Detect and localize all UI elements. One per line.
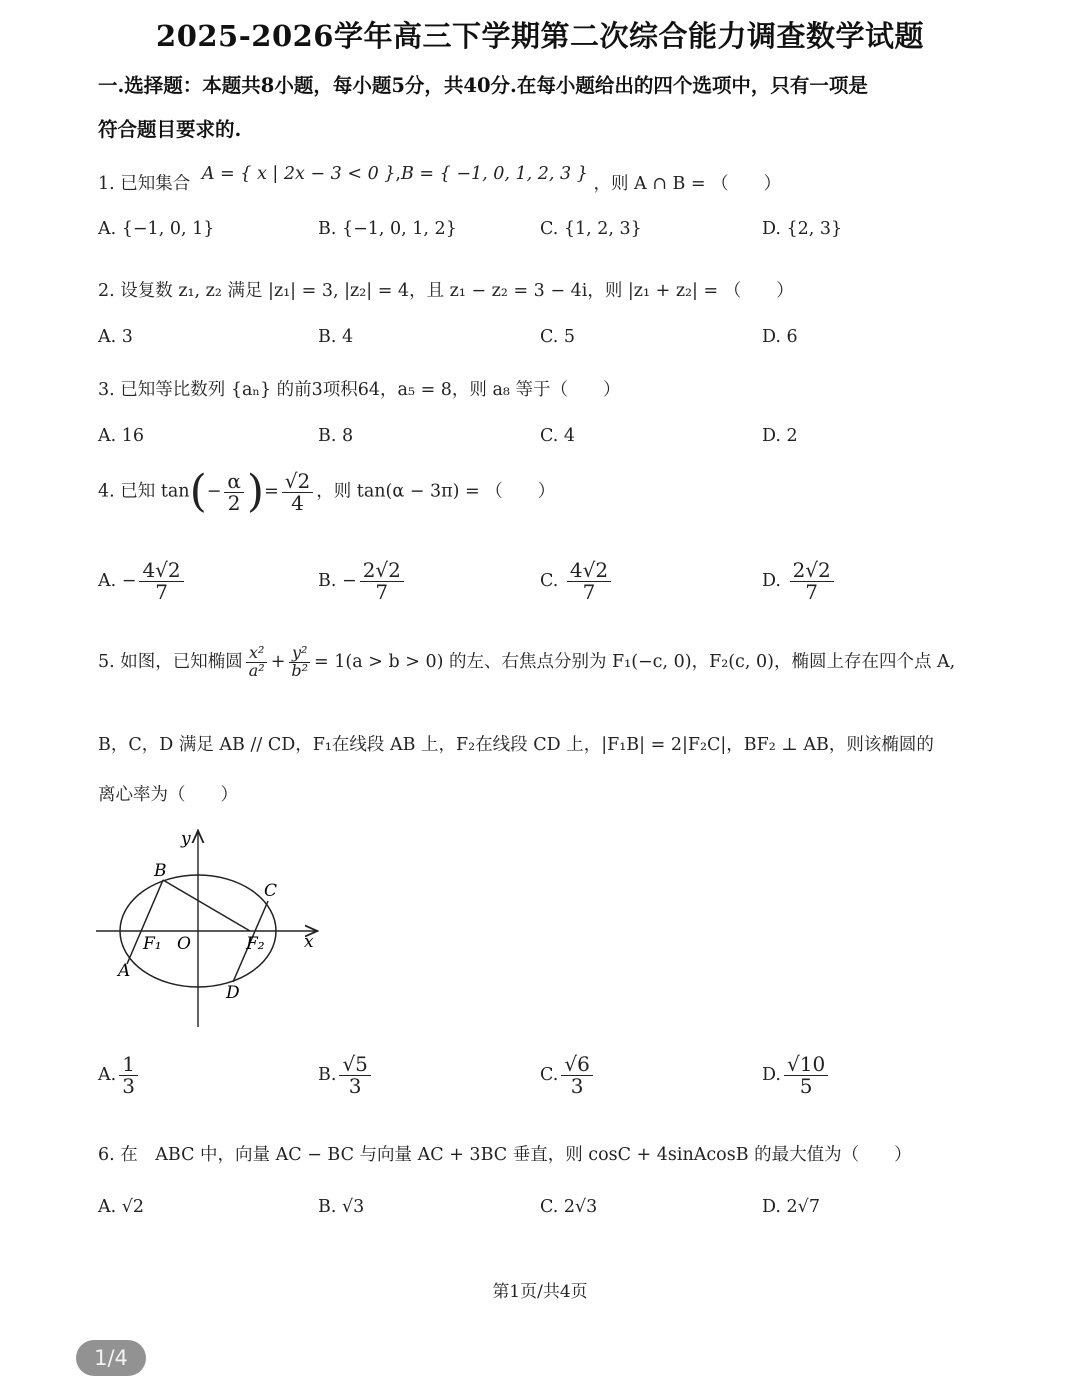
q1-option-a: A. {−1, 0, 1}: [98, 219, 215, 239]
q4-option-b: B. − $\frac{2√2}{7}$: [318, 560, 407, 603]
q3-option-c: C. 4: [540, 426, 576, 446]
q3-option-b: B. 8: [318, 426, 354, 446]
label-f2: F₂: [246, 934, 265, 954]
page-title: 2025-2026学年高三下学期第二次综合能力调查数学试题: [156, 19, 924, 53]
q1-sep: ,: [395, 164, 401, 184]
q4-alpha: α: [224, 471, 244, 493]
q2-option-c: C. 5: [540, 327, 576, 347]
section-heading-line2: 符合题目要求的.: [98, 118, 242, 141]
label-y: y: [181, 829, 191, 849]
q4-two: 2: [227, 490, 241, 515]
q5-prefix: 5. 如图，已知椭圆: [98, 651, 243, 672]
question-5: 5. 如图，已知椭圆 $\frac{\text{x²}}{\text{a²}}$ + $\frac{\text{y²}}{\text{b²}}$ = 1(a > b > 0) 的左、右焦点分别为 F₁(−c, 0)，F₂(c, 0)，椭圆上存在四个点 A,: [98, 643, 956, 680]
question-5-line2: B，C，D 满足 AB // CD，F₁在线段 AB 上，F₂在线段 CD 上，|F₁B| = 2|F₂C|，BF₂ ⊥ AB，则该椭圆的: [98, 735, 934, 755]
page-indicator[interactable]: 1/4: [76, 1340, 146, 1376]
q4-sqrt2: √2: [282, 471, 313, 493]
q1-option-c: C. {1, 2, 3}: [540, 219, 642, 239]
q4-rest: ，则 tan(α − 3π) = （ ）: [316, 481, 556, 502]
q5-rest1: = 1(a > b > 0) 的左、右焦点分别为 F₁(−c, 0)，F₂(c, 0)，椭圆上存在四个点 A,: [314, 651, 956, 672]
label-f1: F₁: [143, 934, 162, 954]
page-footer: 第1页/共4页: [492, 1282, 588, 1302]
q5-option-a: A. $\frac{1}{3}$: [98, 1054, 141, 1097]
question-3: 3. 已知等比数列 {aₙ} 的前3项积64，a₅ = 8，则 a₈ 等于（ ）: [98, 380, 621, 400]
q6-option-a: A. √2: [98, 1197, 145, 1217]
question-5-line3: 离心率为（ ）: [98, 785, 238, 805]
q6-option-c: C. 2√3: [540, 1197, 598, 1217]
q6-option-d: D. 2√7: [762, 1197, 820, 1217]
q1-prefix: 1. 已知集合: [98, 174, 191, 194]
q1-set-b: B = { −1, 0, 1, 2, 3 }: [400, 164, 588, 184]
q5-option-c: C. $\frac{√6}{3}$: [540, 1054, 596, 1097]
q3-option-a: A. 16: [98, 426, 145, 446]
q1-set-a: A = { x | 2x − 3 < 0 }: [201, 164, 396, 184]
segment-bf2: [163, 880, 250, 931]
q1-ask: ，则 A ∩ B = （ ）: [593, 174, 782, 194]
label-c: C: [264, 881, 278, 901]
q2-option-d: D. 6: [762, 327, 798, 347]
section-heading-line1: 一.选择题：本题共8小题，每小题5分，共40分.在每小题给出的四个选项中，只有一项是: [98, 74, 868, 97]
q1-option-d: D. {2, 3}: [762, 219, 843, 239]
label-o: O: [177, 934, 191, 954]
q5-option-b: B. $\frac{√5}{3}$: [318, 1054, 374, 1097]
q4-option-c: C. $\frac{4√2}{7}$: [540, 560, 614, 603]
label-x: x: [304, 932, 314, 952]
q2-option-a: A. 3: [98, 327, 133, 347]
q3-option-d: D. 2: [762, 426, 798, 446]
q4-prefix: 4. 已知 tan: [98, 481, 190, 502]
q4-option-d: D. $\frac{2√2}{7}$: [762, 560, 837, 603]
question-2: 2. 设复数 z₁, z₂ 满足 |z₁| = 3, |z₂| = 4，且 z₁ − z₂ = 3 − 4i，则 |z₁ + z₂| = （ ）: [98, 281, 794, 301]
q4-four: 4: [291, 490, 304, 515]
label-a: A: [118, 961, 131, 981]
label-b: B: [154, 861, 167, 881]
ellipse-figure: [94, 824, 334, 1034]
question-6: 6. 在 ABC 中，向量 AC − BC 与向量 AC + 3BC 垂直，则 cosC + 4sinAcosB 的最大值为（ ）: [98, 1145, 912, 1165]
q6-option-b: B. √3: [318, 1197, 365, 1217]
q2-option-b: B. 4: [318, 327, 354, 347]
question-1: [98, 164, 782, 195]
q5-option-d: D. $\frac{√10}{5}$: [762, 1054, 831, 1097]
q1-option-b: B. {−1, 0, 1, 2}: [318, 219, 457, 239]
label-d: D: [226, 983, 240, 1003]
q4-option-a: A. − $\frac{4√2}{7}$: [98, 560, 187, 603]
question-4: 4. 已知 tan(− $\frac{\alpha}{2}$ )= $\frac{√2}{4}$ ，则 tan(α − 3π) = （ ）: [98, 466, 556, 517]
q4-eq: =: [264, 481, 279, 502]
